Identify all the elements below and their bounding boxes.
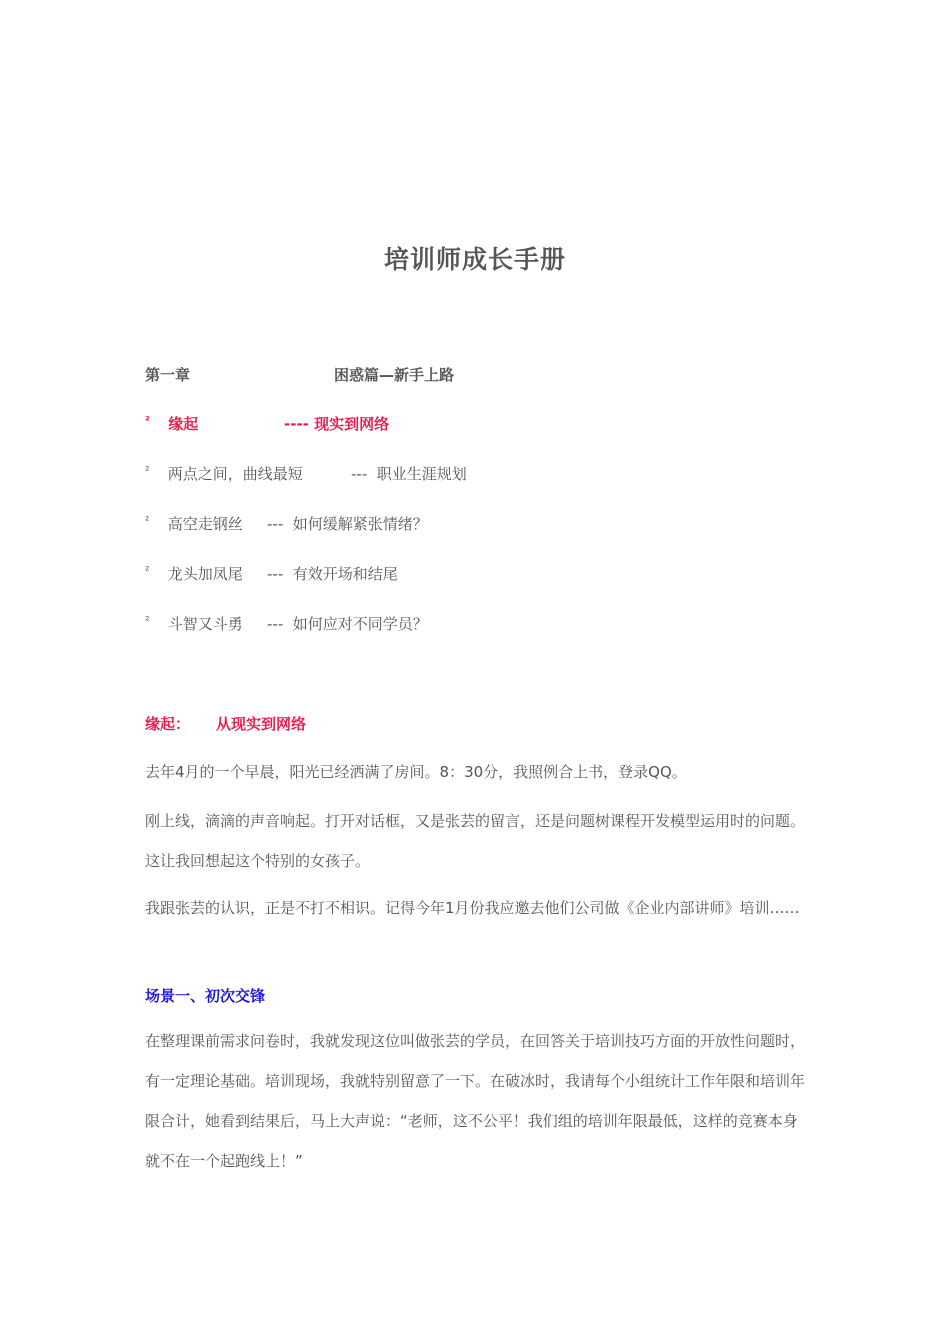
bullet-marker: ² [145,464,150,477]
toc-item-subtitle: 现实到网络 [314,415,390,433]
toc-item-subtitle: 如何应对不同学员？ [292,615,428,633]
section-heading [145,713,307,734]
toc-item-subtitle: 有效开场和结尾 [292,565,398,583]
toc-item-subtitle-group [351,463,467,484]
toc-item-separator: --- [267,515,284,533]
toc-item-subtitle-group [284,413,389,434]
document-title: 培训师成长手册 [383,245,566,274]
toc-item [145,563,398,584]
toc-item-title: 斗智又斗勇 [167,615,243,633]
bullet-marker: ² [145,564,150,577]
chapter-line [145,364,455,385]
toc-item-separator: ---- [284,415,309,433]
toc-item-title: 高空走钢丝 [167,515,243,533]
bullet-marker: ² [145,414,150,427]
toc-item-title: 两点之间，曲线最短 [167,465,303,483]
toc-item-subtitle: 如何缓解紧张情绪？ [292,515,428,533]
chapter-name: 困惑篇—新手上路 [334,366,455,384]
section-heading-title: 从现实到网络 [216,715,307,733]
toc-item-subtitle: 职业生涯规划 [376,465,467,483]
paragraph: 刚上线，滴滴的声音响起。打开对话框，又是张芸的留言，还是问题树课程开发模型运用时的问题。这让我回想起这个特别的女孩子。 [145,812,806,870]
toc-item-title: 龙头加凤尾 [167,565,243,583]
scene-heading: 场景一、初次交锋 [145,987,266,1005]
toc-item-separator: --- [267,615,284,633]
toc-item-title: 缘起 [168,415,199,433]
toc-item [145,463,467,484]
toc-item-subtitle-group [267,513,428,534]
chapter-number: 第一章 [145,366,191,384]
paragraph: 我跟张芸的认识，正是不打不相识。记得今年1月份我应邀去他们公司做《企业内部讲师》培训…… [145,899,800,917]
toc-item [145,513,428,534]
toc-item [145,413,390,434]
paragraph: 在整理课前需求问卷时，我就发现这位叫做张芸的学员，在回答关于培训技巧方面的开放性问题时，有一定理论基础。培训现场，我就特别留意了一下。在破冰时，我请每个小组统计工作年限和培训年限合计，她看到结果后，马上大声说：“老师，这不公平！我们组的培训年限最低，这样的竞赛本身就不在一个起跑线上！” [145,1032,806,1170]
toc-item [145,613,428,634]
toc-item-separator: --- [267,565,284,583]
toc-item-subtitle-group [267,613,428,634]
paragraph: 去年4月的一个早晨，阳光已经洒满了房间。8：30分，我照例合上书，登录QQ。 [145,763,687,781]
toc-item-subtitle-group [267,563,398,584]
bullet-marker: ² [145,614,150,627]
section-heading-label: 缘起： [145,715,191,733]
toc-item-separator: --- [351,465,368,483]
bullet-marker: ² [145,514,150,527]
